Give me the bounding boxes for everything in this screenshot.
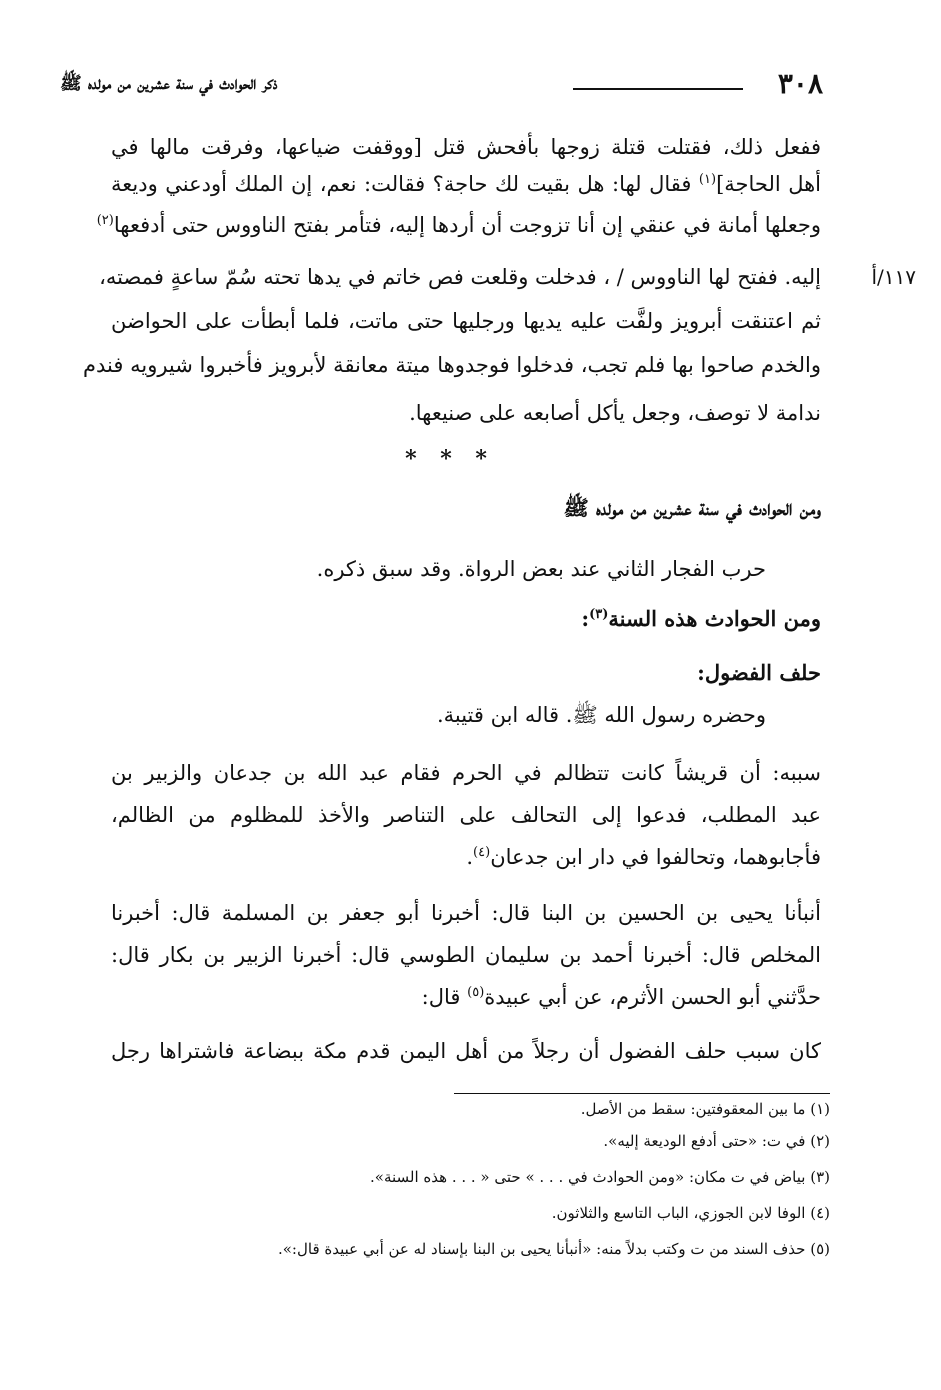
header-rule bbox=[573, 88, 743, 90]
text-line: سببه: أن قريشاً كانت تتظالم في الحرم فقام عبد الله بن جدعان والزبير بن bbox=[111, 761, 821, 785]
text-line: ففعل ذلك، فقتلت قتلة زوجها بأفحش قتل [ووقفت ضياعها، وفرقت مالها في bbox=[111, 135, 821, 159]
footnote-ref: (٥) bbox=[467, 985, 485, 1000]
text-line: عبد المطلب، فدعوا إلى التحالف على التناصر والأخذ للمظلوم من الظالم، bbox=[111, 803, 821, 827]
page-header bbox=[60, 66, 823, 102]
running-title: ذكر الحوادث في سنة عشرين من مولده ﷺ bbox=[60, 73, 278, 94]
footnote-ref: (١) bbox=[698, 172, 717, 187]
text-line: ندامة لا توصف، وجعل يأكل أصابعه على صنيعها. bbox=[409, 401, 821, 425]
footnote: (٣) بياض في ت مكان: «ومن الحوادث في . . . » حتى « . . . هذه السنة». bbox=[370, 1168, 830, 1186]
footnote-ref: (٣) bbox=[589, 607, 609, 622]
text-line: المخلص قال: أخبرنا أحمد بن سليمان الطوسي قال: أخبرنا الزبير بن بكار قال: bbox=[111, 943, 821, 967]
text-line: وحضره رسول الله ﷺ. قاله ابن قتيبة. bbox=[436, 703, 766, 727]
section-heading: حلف الفضول: bbox=[697, 660, 821, 685]
footnote: (١) ما بين المعقوفتين: سقط من الأصل. bbox=[580, 1100, 830, 1118]
folio-marker: ١١٧/أ bbox=[871, 265, 916, 289]
text-line: وجعلها أمانة في عنقي إن أنا تزوجت أن أردها إليه، فتأمر بفتح الناووس حتى أدفعها$^{(٢)}$ bbox=[96, 213, 821, 237]
text-line: كان سبب حلف الفضول أن رجلاً من أهل اليمن قدم مكة ببضاعة فاشتراها رجل bbox=[111, 1039, 821, 1063]
footnote: (٥) حذف السند من ت وكتب بدلاً منه: «أنبأنا يحيى بن البنا بإسناد له عن أبي عبيدة قال:». bbox=[277, 1240, 830, 1258]
text-line: أهل الحاجة]$^{(١)}$ فقال لها: هل بقيت لك حاجة؟ فقالت: نعم، إن الملك أودعني وديعة bbox=[111, 172, 822, 196]
page-number: ٣٠٨ bbox=[777, 67, 823, 100]
section-divider: * * * bbox=[405, 446, 495, 472]
text-line: حدَّثني أبو الحسن الأثرم، عن أبي عبيدة$^{(٥)}$ قال: bbox=[421, 985, 821, 1009]
text-line: ثم اعتنقت أبرويز ولفَّت عليه يديها ورجليها حتى ماتت، فلما أبطأت على الحواضن bbox=[111, 309, 821, 333]
section-heading: ومن الحوادث في سنة عشرين من مولده ﷺ bbox=[563, 495, 821, 520]
footnote: (٢) في ت: «حتى أدفع الوديعة إليه». bbox=[603, 1132, 830, 1150]
text-line: حرب الفجار الثاني عند بعض الرواة. وقد سبق ذكره. bbox=[316, 557, 766, 581]
text-line: فأجابوهما، وتحالفوا في دار ابن جدعان$^{(٤)}$. bbox=[466, 845, 821, 869]
footnote: (٤) الوفا لابن الجوزي، الباب التاسع والثلاثون. bbox=[551, 1204, 830, 1222]
text-line: والخدم صاحوا بها فلم تجب، فدخلوا فوجدوها ميتة معانقة لأبرويز فأخبروا شيرويه فندم bbox=[83, 353, 821, 377]
footnote-ref: (٤) bbox=[473, 845, 491, 860]
footnote-ref: (٢) bbox=[96, 213, 114, 228]
section-heading: ومن الحوادث هذه السنة$^{(٣)}$: bbox=[581, 606, 821, 631]
text-line: إليه. ففتح لها الناووس / ، فدخلت وقلعت فص خاتم في يدها تحته سُمّ ساعةٍ فمصته، bbox=[99, 265, 821, 289]
text-line: أنبأنا يحيى بن الحسين بن البنا قال: أخبرنا أبو جعفر بن المسلمة قال: أخبرنا bbox=[111, 901, 821, 925]
